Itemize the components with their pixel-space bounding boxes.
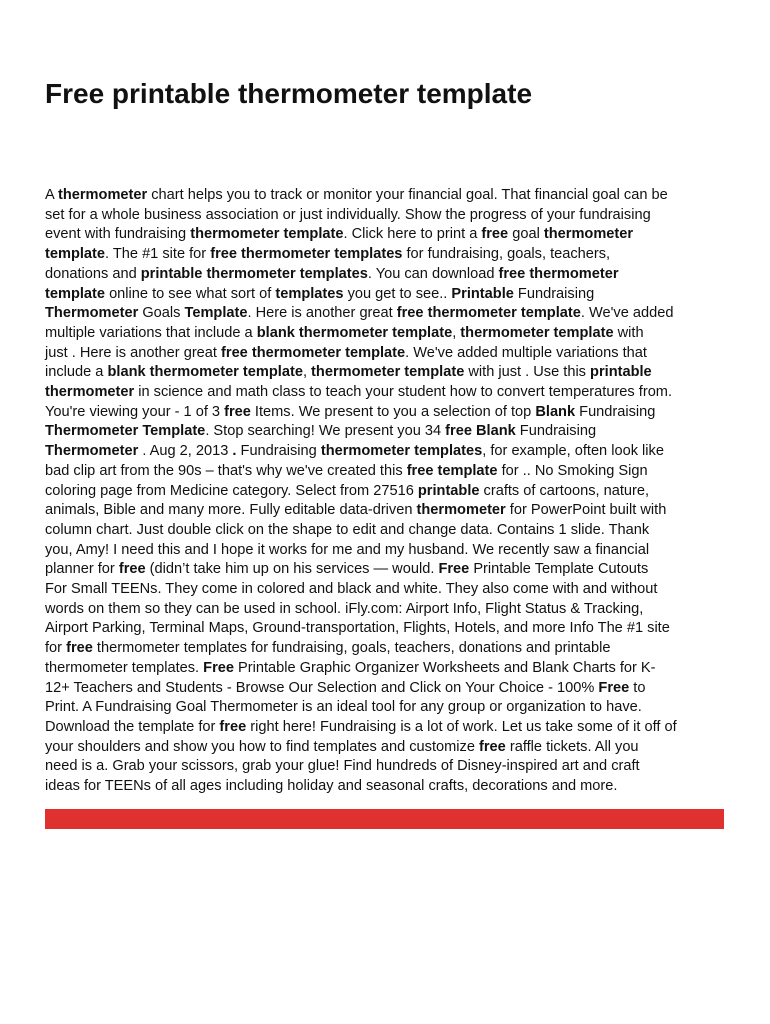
- text-run: Fundraising: [575, 403, 656, 420]
- text-run: . Aug 2, 2013: [138, 443, 233, 460]
- text-run: set for a whole business association or just individually. Show the progress of your fundraising: [45, 206, 651, 223]
- text-run: . Here is another great: [247, 305, 397, 322]
- article-line: [45, 363, 735, 383]
- bold-keyword: Free: [203, 659, 234, 676]
- text-run: multiple variations that include a: [45, 324, 257, 341]
- text-run: online to see what sort of: [105, 285, 276, 302]
- text-run: crafts of cartoons, nature,: [479, 482, 650, 499]
- bold-keyword: thermometer template: [460, 324, 614, 341]
- bold-keyword: thermometer: [57, 187, 148, 203]
- text-run: right here! Fundraising is a lot of work. Let us take some of it off of: [246, 718, 677, 735]
- bold-keyword: thermometer: [543, 226, 634, 243]
- article-line: [45, 521, 735, 541]
- article-line: [45, 265, 735, 285]
- bold-keyword: free: [224, 403, 251, 420]
- text-run: . We've added multiple variations that: [405, 344, 647, 361]
- text-run: include a: [45, 364, 108, 381]
- article-line: [45, 698, 735, 718]
- bold-keyword: blank thermometer template: [256, 324, 453, 341]
- article-line: [45, 324, 735, 344]
- text-run: thermometer templates for fundraising, goals, teachers, donations and printable: [92, 640, 611, 657]
- text-run: planner for: [45, 561, 119, 578]
- article-line: [45, 225, 735, 245]
- text-run: ,: [452, 324, 461, 341]
- article-line: [45, 442, 735, 462]
- bold-keyword: template: [45, 285, 106, 302]
- bold-keyword: template: [45, 246, 106, 263]
- article-line: [45, 541, 735, 561]
- article-line: [45, 619, 735, 639]
- text-run: Fundraising: [236, 443, 321, 460]
- text-run: bad clip art from the 90s – that's why we've created this: [45, 462, 407, 479]
- bold-keyword: blank thermometer template: [107, 364, 303, 381]
- text-run: A: [45, 187, 58, 203]
- article-line: [45, 462, 735, 482]
- text-run: ideas for TEENs of all ages including holiday and seasonal crafts, decorations and more.: [45, 778, 618, 795]
- text-run: with just . Use this: [464, 364, 591, 381]
- bold-keyword: free template: [406, 462, 498, 479]
- article-line: [45, 482, 735, 502]
- text-run: 12+ Teachers and Students - Browse Our Selection and Click on Your Choice - 100%: [45, 679, 599, 696]
- text-run: with: [613, 324, 644, 341]
- text-run: Print. A Fundraising Goal Thermometer is an ideal tool for any group or organization to have.: [45, 699, 642, 716]
- article-line: [45, 777, 735, 797]
- article-line: [45, 383, 735, 403]
- bold-keyword: Template: [184, 305, 248, 322]
- text-run: For Small TEENs. They come in colored and black and white. They also come with and without: [45, 581, 658, 598]
- bold-keyword: free: [481, 226, 509, 243]
- article-line: [45, 580, 735, 600]
- article-line: [45, 422, 735, 442]
- bold-keyword: Free: [438, 561, 470, 578]
- bold-keyword: free Blank: [445, 423, 516, 440]
- article-line: [45, 501, 735, 521]
- text-run: . The #1 site for: [105, 246, 211, 263]
- bold-keyword: free thermometer template: [396, 305, 581, 322]
- bold-keyword: templates: [275, 285, 344, 302]
- text-run: Airport Parking, Terminal Maps, Ground-transportation, Flights, Hotels, and more Info The #1 site: [45, 620, 670, 637]
- bold-keyword: free thermometer templates: [210, 246, 403, 263]
- article-line: [45, 639, 735, 659]
- bold-keyword: thermometer template: [311, 364, 465, 381]
- text-run: . We've added: [580, 305, 674, 322]
- text-run: for: [45, 640, 67, 657]
- bold-keyword: Thermometer: [45, 443, 139, 460]
- bold-keyword: .: [232, 443, 237, 460]
- bold-keyword: printable thermometer templates: [140, 265, 368, 282]
- text-run: for PowerPoint built with: [505, 502, 667, 519]
- text-run: animals, Bible and many more. Fully editable data-driven: [45, 502, 417, 519]
- bold-keyword: free: [219, 718, 247, 735]
- text-run: Items. We present to you a selection of top: [250, 403, 536, 420]
- text-run: event with fundraising: [45, 226, 191, 243]
- text-run: Goals: [138, 305, 185, 322]
- article-line: [45, 304, 735, 324]
- bold-keyword: Thermometer: [45, 305, 139, 322]
- bold-keyword: Printable: [451, 285, 514, 302]
- text-run: Download the template for: [45, 718, 220, 735]
- text-run: you, Amy! I need this and I hope it works for me and my husband. We recently saw a financial: [45, 541, 650, 558]
- text-run: thermometer templates.: [45, 659, 204, 676]
- article-line: [45, 403, 735, 423]
- article-line: [45, 600, 735, 620]
- text-run: Fundraising: [513, 285, 595, 302]
- article-line: [45, 245, 735, 265]
- bold-keyword: thermometer templates: [320, 443, 483, 460]
- bold-keyword: thermometer: [45, 384, 135, 401]
- text-run: just . Here is another great: [45, 344, 222, 361]
- article-line: [45, 718, 735, 738]
- text-run: coloring page from Medicine category. Select from 27516: [45, 482, 418, 499]
- text-run: Printable Template Cutouts: [469, 561, 649, 578]
- page-title: Free printable thermometer template: [45, 78, 533, 109]
- bold-keyword: free thermometer: [498, 265, 619, 282]
- article-body: [45, 186, 735, 797]
- bold-keyword: free: [66, 640, 93, 657]
- text-run: Printable Graphic Organizer Worksheets and Blank Charts for K-: [234, 659, 656, 676]
- bold-keyword: Free: [598, 679, 630, 696]
- article-line: [45, 659, 735, 679]
- article-line: [45, 186, 735, 206]
- text-run: words on them so they can be used in school. iFly.com: Airport Info, Flight Status & Tracking,: [45, 600, 644, 617]
- text-run: . Click here to print a: [343, 226, 482, 243]
- text-run: in science and math class to teach your student how to convert temperatures from.: [134, 384, 673, 401]
- text-run: for fundraising, goals, teachers,: [402, 246, 611, 263]
- article-line: [45, 757, 735, 777]
- bold-keyword: free: [479, 738, 506, 755]
- text-run: chart helps you to track or monitor your financial goal. That financial goal can be: [147, 187, 668, 203]
- article-line: [45, 679, 735, 699]
- bold-keyword: printable: [417, 482, 480, 499]
- text-run: to: [629, 679, 646, 696]
- article-line: [45, 344, 735, 364]
- bold-keyword: thermometer template: [190, 226, 344, 243]
- bold-keyword: Thermometer Template: [45, 423, 206, 440]
- text-run: . Stop searching! We present you 34: [205, 423, 446, 440]
- article-line: [45, 206, 735, 226]
- bold-keyword: free thermometer template: [221, 344, 406, 361]
- text-run: (didn’t take him up on his services — would.: [145, 561, 439, 578]
- bold-keyword: Blank: [535, 403, 576, 420]
- text-run: need is a. Grab your scissors, grab your glue! Find hundreds of Disney-inspired art and craft: [45, 758, 640, 775]
- text-run: column chart. Just double click on the shape to edit and change data. Contains 1 slide. Thank: [45, 521, 650, 538]
- text-run: You're viewing your - 1 of 3: [45, 403, 225, 420]
- text-run: , for example, often look like: [482, 443, 664, 460]
- text-run: . You can download: [367, 265, 499, 282]
- text-run: goal: [508, 226, 544, 243]
- red-divider-bar: [45, 809, 724, 829]
- text-run: raffle tickets. All you: [505, 738, 639, 755]
- text-run: for .. No Smoking Sign: [497, 462, 648, 479]
- bold-keyword: thermometer: [416, 502, 506, 519]
- text-run: Fundraising: [515, 423, 597, 440]
- text-run: donations and: [45, 265, 141, 282]
- text-run: your shoulders and show you how to find templates and customize: [45, 738, 480, 755]
- text-run: you get to see..: [343, 285, 452, 302]
- article-line: [45, 738, 735, 758]
- article-line: [45, 560, 735, 580]
- article-line: [45, 285, 735, 305]
- text-run: ,: [302, 364, 312, 381]
- bold-keyword: free: [118, 561, 146, 578]
- bold-keyword: printable: [590, 364, 652, 381]
